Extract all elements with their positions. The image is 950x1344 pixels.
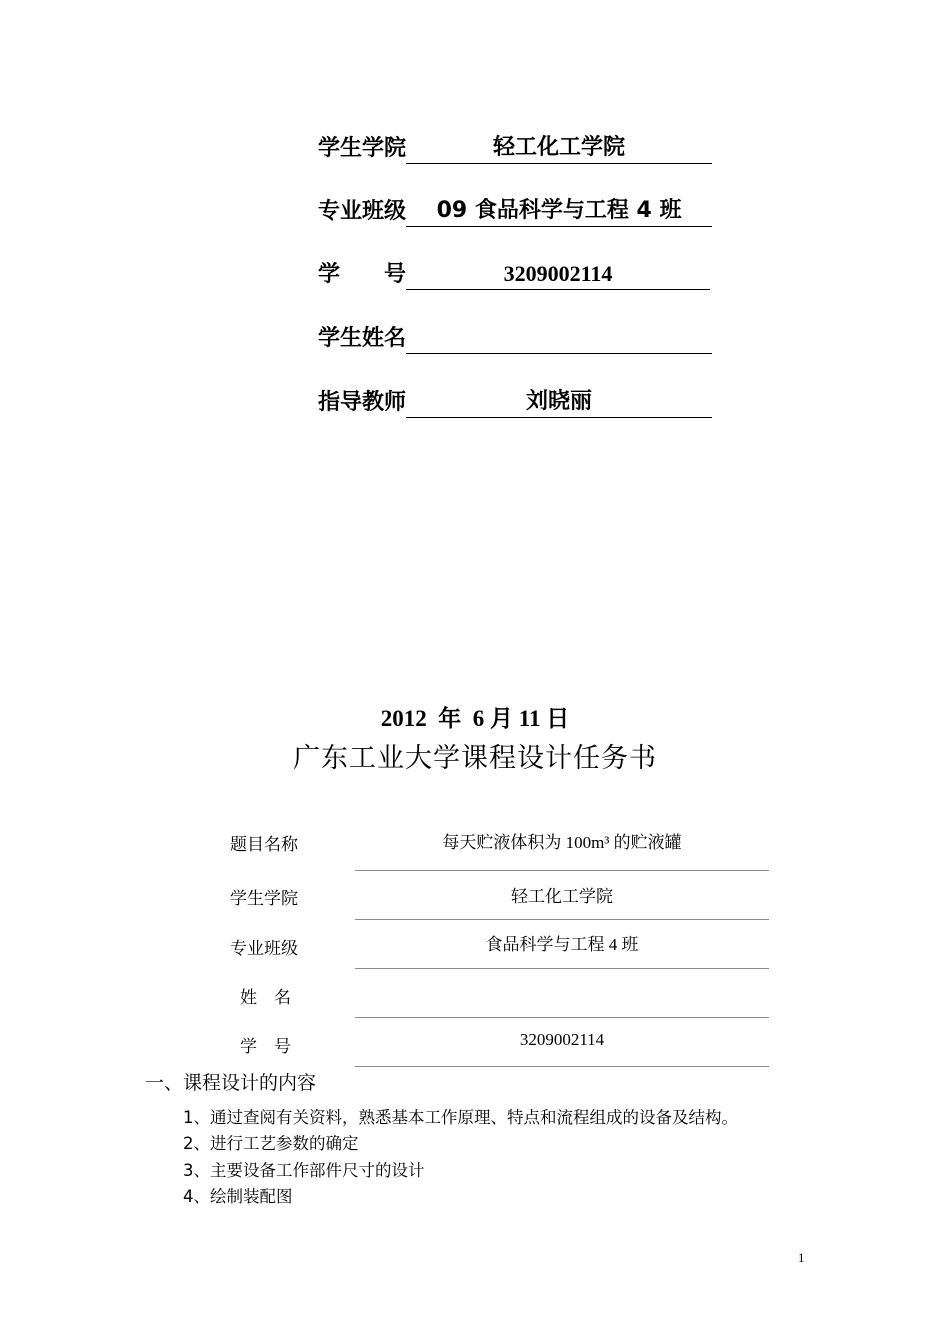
info-topic-value: 每天贮液体积为 100m³ 的贮液罐 [442, 833, 682, 852]
cover-class-value: 09 食品科学与工程 4 班 [406, 196, 712, 227]
info-college-line [355, 919, 769, 920]
document-date: 2012 年 6 月 11 日 [380, 706, 570, 731]
page-number: 1 [798, 1250, 805, 1265]
cover-name-value [406, 323, 712, 354]
info-topic-line [355, 870, 769, 871]
info-college-value: 轻工化工学院 [511, 887, 613, 906]
info-college-label: 学生学院 [230, 889, 298, 909]
cover-class-label: 专业班级 [318, 199, 407, 224]
cover-id-row [318, 256, 710, 290]
cover-teacher-label: 指导教师 [318, 390, 407, 415]
info-class-value: 食品科学与工程 4 班 [485, 935, 639, 954]
cover-class-row [318, 193, 712, 227]
cover-name-label: 学生姓名 [318, 326, 407, 351]
content-item-3: 3、主要设备工作部件尺寸的设计 [183, 1161, 425, 1180]
cover-college-value: 轻工化工学院 [406, 133, 712, 164]
info-name-line [355, 1017, 769, 1018]
info-id-value: 3209002114 [519, 1030, 605, 1049]
content-item-2: 2、进行工艺参数的确定 [183, 1134, 359, 1153]
cover-id-label: 学 号 [318, 262, 407, 287]
cover-name-row [318, 320, 712, 354]
cover-teacher-value: 刘晓丽 [406, 387, 712, 418]
cover-college-row [318, 130, 712, 164]
info-id-label: 学 号 [240, 1037, 291, 1057]
cover-teacher-row [318, 384, 712, 418]
info-topic-label: 题目名称 [230, 835, 298, 855]
content-item-4: 4、绘制装配图 [183, 1187, 293, 1206]
info-class-line [355, 968, 769, 969]
info-id-line [355, 1066, 769, 1067]
cover-college-label: 学生学院 [318, 136, 407, 161]
document-title: 广东工业大学课程设计任务书 [293, 743, 657, 774]
content-item-1: 1、通过查阅有关资料，熟悉基本工作原理、特点和流程组成的设备及结构。 [183, 1108, 738, 1127]
info-class-label: 专业班级 [230, 939, 298, 959]
info-name-label: 姓 名 [240, 988, 291, 1008]
section-heading: 一、课程设计的内容 [145, 1072, 317, 1094]
cover-id-value: 3209002114 [406, 259, 710, 290]
